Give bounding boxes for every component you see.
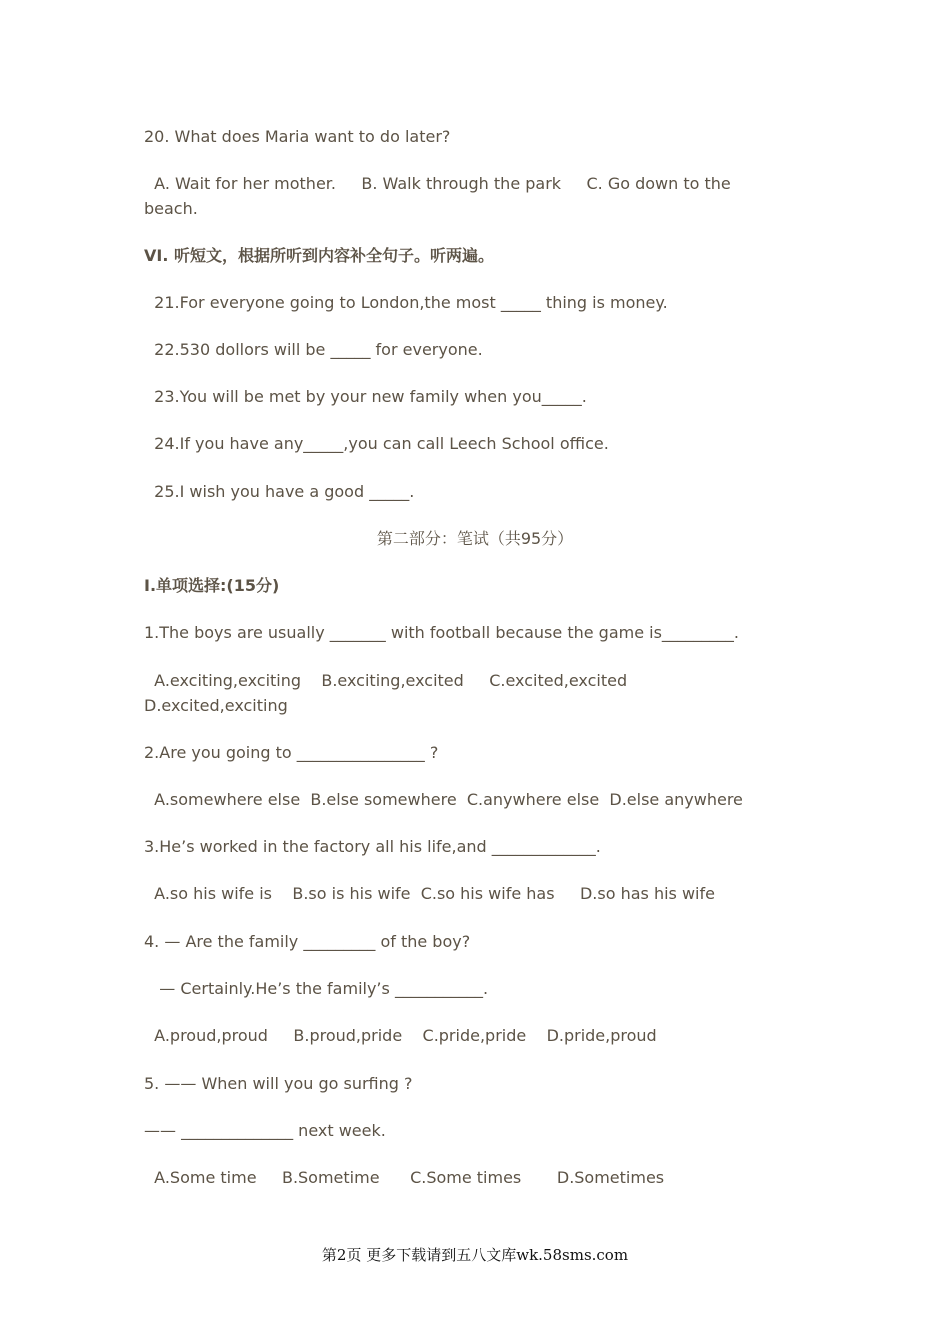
question-3-options: A.so his wife is B.so is his wife C.so his wife has D.so has his wife — [144, 884, 715, 903]
question-1-options: A.exciting,exciting B.exciting,excited C.excited,excited D.excited,exciting — [144, 671, 648, 715]
question-5: 5. —— When will you go surfing ? — [144, 1074, 413, 1093]
section-1-heading: I.单项选择:(15分) — [144, 576, 280, 595]
question-21: 21.For everyone going to London,the most _____ thing is money. — [144, 293, 668, 312]
question-20-options: A. Wait for her mother. B. Walk through the park C. Go down to the beach. — [144, 174, 736, 218]
question-1: 1.The boys are usually _______ with football because the game is_________. — [144, 623, 740, 642]
page-footer: 第2页 更多下载请到五八文库wk.58sms.com — [321, 1246, 629, 1264]
question-20: 20. What does Maria want to do later? — [144, 127, 451, 146]
question-5-reply: —— ______________ next week. — [144, 1121, 386, 1140]
part-2-heading: 第二部分：笔试（共95分） — [376, 529, 574, 548]
question-3: 3.He’s worked in the factory all his life,and _____________. — [144, 837, 601, 856]
question-4: 4. — Are the family _________ of the boy? — [144, 932, 471, 951]
question-24: 24.If you have any_____,you can call Leech School office. — [144, 434, 609, 453]
question-4-options: A.proud,proud B.proud,pride C.pride,pride D.pride,proud — [144, 1026, 657, 1045]
question-4-reply: — Certainly.He’s the family’s ___________. — [144, 979, 489, 998]
question-22: 22.530 dollors will be _____ for everyone. — [144, 340, 483, 359]
question-2-options: A.somewhere else B.else somewhere C.anywhere else D.else anywhere — [144, 790, 743, 809]
question-23: 23.You will be met by your new family when you_____. — [144, 387, 587, 406]
question-25: 25.I wish you have a good _____. — [144, 482, 415, 501]
question-2: 2.Are you going to ________________ ? — [144, 743, 439, 762]
question-5-options: A.Some time B.Sometime C.Some times D.Sometimes — [144, 1168, 665, 1187]
section-6-heading: VI. 听短文，根据所听到内容补全句子。听两遍。 — [144, 246, 494, 265]
